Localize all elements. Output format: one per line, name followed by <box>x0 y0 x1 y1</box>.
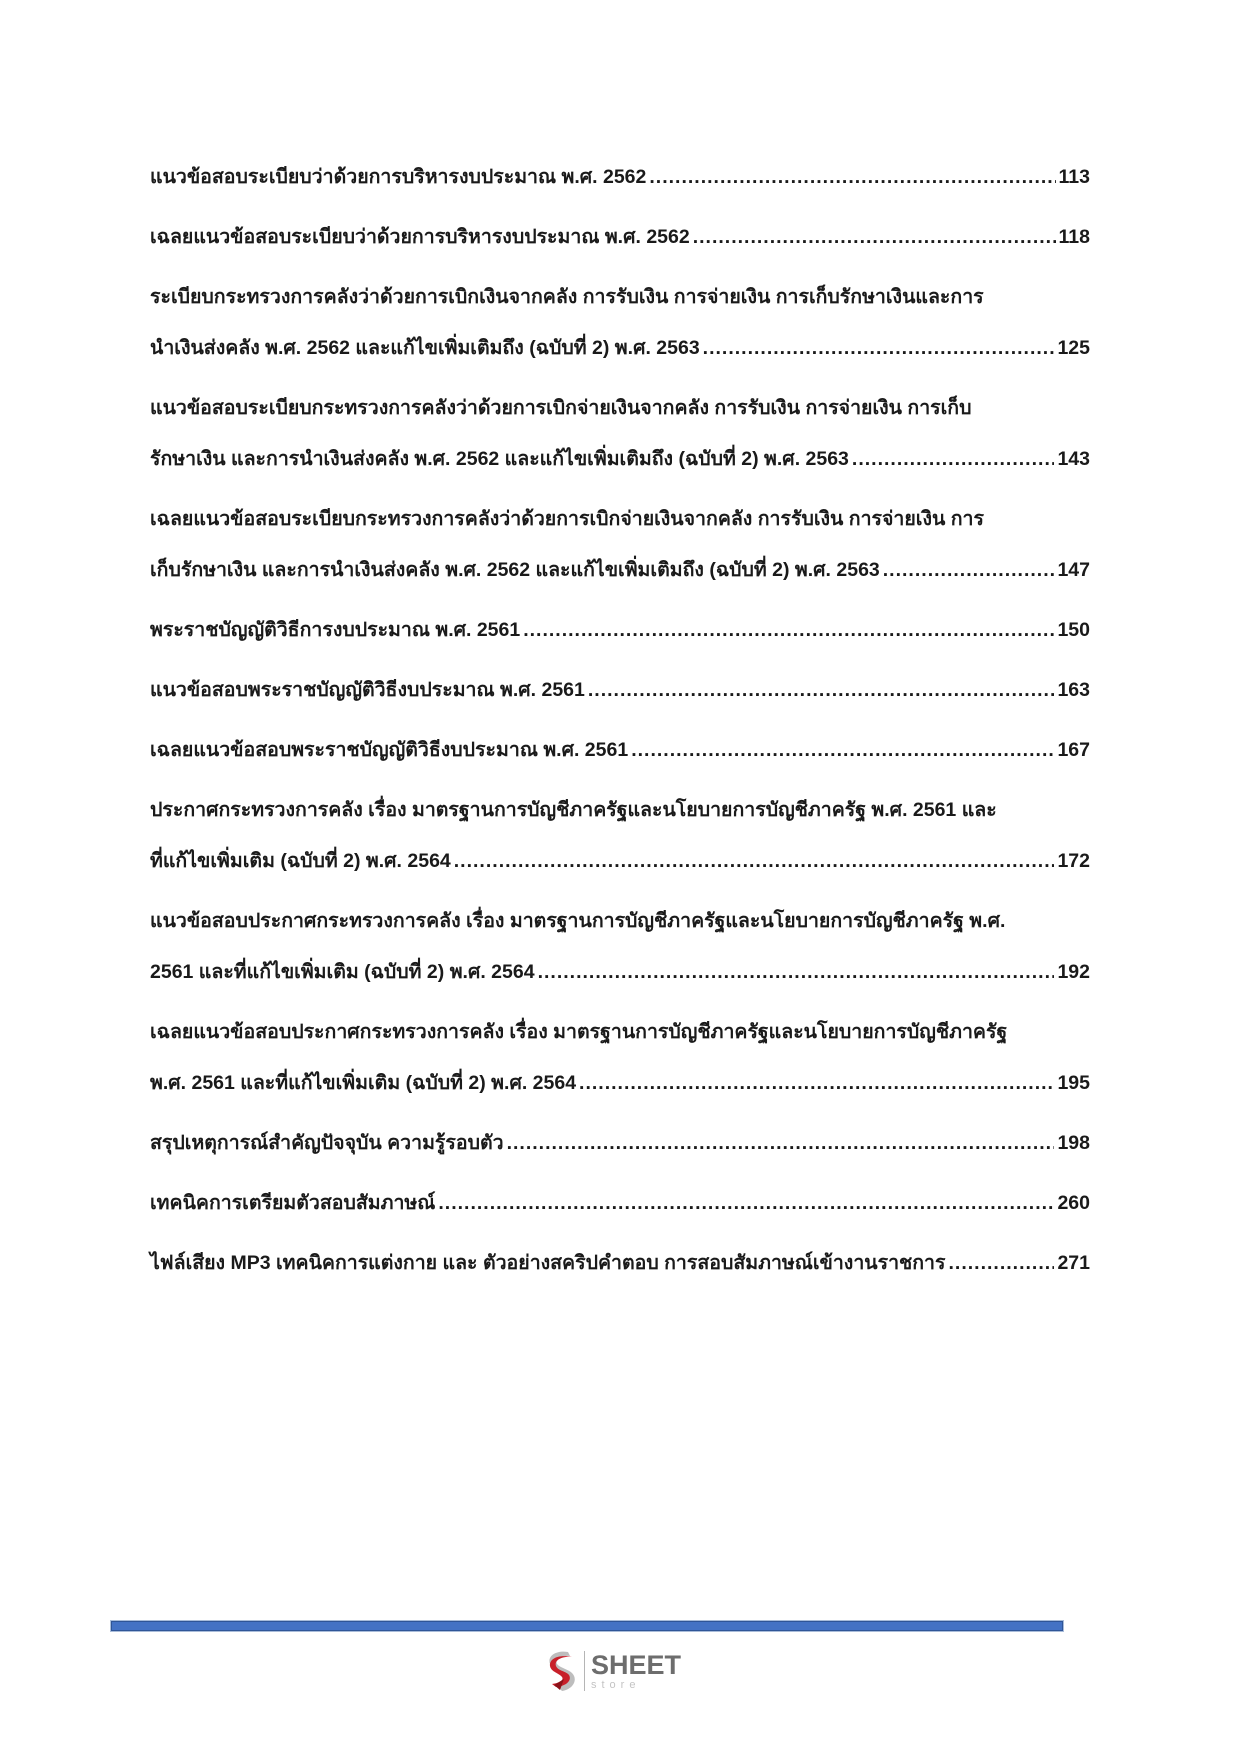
dot-leader <box>883 545 1055 596</box>
toc-entry-title: แนวข้อสอบพระราชบัญญัติวิธีงบประมาณ พ.ศ. 2561 <box>150 679 585 701</box>
toc-entry-title: นำเงินส่งคลัง พ.ศ. 2562 และแก้ไขเพิ่มเติมถึง (ฉบับที่ 2) พ.ศ. 2563 <box>150 337 700 359</box>
toc-entry-title: พ.ศ. 2561 และที่แก้ไขเพิ่มเติม (ฉบับที่ 2) พ.ศ. 2564 <box>150 1072 577 1094</box>
toc-entry-title: พระราชบัญญัติวิธีการงบประมาณ พ.ศ. 2561 <box>150 619 521 641</box>
toc-entry-line <box>150 725 1090 776</box>
toc-page-number: 260 <box>1057 1192 1090 1214</box>
toc-entry-title: ไฟล์เสียง MP3 เทคนิคการแต่งกาย และ ตัวอย่างสคริปคำตอบ การสอบสัมภาษณ์เข้างานราชการ <box>150 1252 946 1274</box>
toc-entry-line <box>150 152 1090 203</box>
dot-leader <box>454 836 1055 887</box>
toc-entry-line <box>150 545 1090 596</box>
toc-entry[interactable] <box>150 272 1090 374</box>
dot-leader <box>438 1178 1054 1229</box>
toc-page-number: 271 <box>1057 1252 1090 1274</box>
dot-leader <box>631 725 1054 776</box>
toc-entry[interactable] <box>150 1178 1090 1229</box>
toc-page-number: 125 <box>1057 337 1090 359</box>
toc-page-number: 143 <box>1057 448 1090 470</box>
toc-page-number: 163 <box>1057 679 1090 701</box>
logo-title: SHEET <box>591 1649 682 1680</box>
toc-entry-line <box>150 1058 1090 1109</box>
toc-entry[interactable] <box>150 725 1090 776</box>
logo-text <box>591 1649 682 1691</box>
toc-entry-line <box>150 1118 1090 1169</box>
toc-entry-line <box>150 665 1090 716</box>
toc-entry-title: สรุปเหตุการณ์สำคัญปัจจุบัน ความรู้รอบตัว <box>150 1132 504 1154</box>
table-of-contents <box>150 152 1090 1298</box>
toc-entry[interactable] <box>150 212 1090 263</box>
toc-page-number: 198 <box>1057 1132 1090 1154</box>
dot-leader <box>507 1118 1055 1169</box>
toc-entry-title: รักษาเงิน และการนำเงินส่งคลัง พ.ศ. 2562 และแก้ไขเพิ่มเติมถึง (ฉบับที่ 2) พ.ศ. 2563 <box>150 448 849 470</box>
toc-entry-line <box>150 947 1090 998</box>
toc-entry[interactable] <box>150 896 1090 998</box>
toc-entry-line <box>150 605 1090 656</box>
dot-leader <box>579 1058 1054 1109</box>
toc-entry[interactable] <box>150 152 1090 203</box>
toc-entry[interactable] <box>150 1007 1090 1109</box>
toc-page-number: 118 <box>1058 226 1090 248</box>
toc-entry[interactable] <box>150 1118 1090 1169</box>
toc-entry[interactable] <box>150 1238 1090 1289</box>
toc-page-number: 147 <box>1057 559 1090 581</box>
toc-entry-line <box>150 434 1090 485</box>
toc-entry-title-line: เฉลยแนวข้อสอบประกาศกระทรวงการคลัง เรื่อง มาตรฐานการบัญชีภาครัฐและนโยบายการบัญชีภาครัฐ <box>150 1021 1008 1043</box>
toc-entry-title: เฉลยแนวข้อสอบพระราชบัญญัติวิธีงบประมาณ พ.ศ. 2561 <box>150 739 629 761</box>
toc-page-number: 113 <box>1058 166 1090 188</box>
dot-leader <box>649 152 1055 203</box>
toc-entry-title-line: แนวข้อสอบระเบียบกระทรวงการคลังว่าด้วยการเบิกจ่ายเงินจากคลัง การรับเงิน การจ่ายเงิน การเก็บ <box>150 397 972 419</box>
toc-entry-title: เก็บรักษาเงิน และการนำเงินส่งคลัง พ.ศ. 2562 และแก้ไขเพิ่มเติมถึง (ฉบับที่ 2) พ.ศ. 2563 <box>150 559 880 581</box>
logo-subtitle: store <box>591 1678 641 1691</box>
toc-entry[interactable] <box>150 785 1090 887</box>
toc-page-number: 167 <box>1057 739 1090 761</box>
dot-leader <box>588 665 1055 716</box>
toc-entry-line <box>150 836 1090 887</box>
dot-leader <box>538 947 1055 998</box>
dot-leader <box>852 434 1055 485</box>
toc-entry-line <box>150 212 1090 263</box>
toc-entry-title-line: แนวข้อสอบประกาศกระทรวงการคลัง เรื่อง มาตรฐานการบัญชีภาครัฐและนโยบายการบัญชีภาครัฐ พ.ศ. <box>150 910 1006 932</box>
toc-entry-title: แนวข้อสอบระเบียบว่าด้วยการบริหารงบประมาณ พ.ศ. 2562 <box>150 166 647 188</box>
toc-entry-title: ที่แก้ไขเพิ่มเติม (ฉบับที่ 2) พ.ศ. 2564 <box>150 850 451 872</box>
toc-page-number: 172 <box>1057 850 1090 872</box>
toc-entry-title: เทคนิคการเตรียมตัวสอบสัมภาษณ์ <box>150 1192 436 1214</box>
toc-entry-title: เฉลยแนวข้อสอบระเบียบว่าด้วยการบริหารงบประมาณ พ.ศ. 2562 <box>150 226 690 248</box>
toc-entry-line <box>150 1178 1090 1229</box>
dot-leader <box>703 323 1055 374</box>
logo-divider <box>584 1651 585 1691</box>
dot-leader <box>948 1238 1054 1289</box>
sheet-store-logo <box>542 1648 681 1694</box>
toc-entry[interactable] <box>150 494 1090 596</box>
dot-leader <box>693 212 1056 263</box>
dot-leader <box>523 605 1054 656</box>
toc-entry-title-line: ระเบียบกระทรวงการคลังว่าด้วยการเบิกเงินจากคลัง การรับเงิน การจ่ายเงิน การเก็บรักษาเงินและการ <box>150 286 984 308</box>
toc-entry-title-line: ประกาศกระทรวงการคลัง เรื่อง มาตรฐานการบัญชีภาครัฐและนโยบายการบัญชีภาครัฐ พ.ศ. 2561 และ <box>150 799 997 821</box>
toc-page-number: 192 <box>1057 961 1090 983</box>
toc-entry[interactable] <box>150 605 1090 656</box>
toc-page-number: 195 <box>1057 1072 1090 1094</box>
toc-entry[interactable] <box>150 665 1090 716</box>
footer-divider-bar <box>111 1621 1063 1631</box>
toc-entry-title-line: เฉลยแนวข้อสอบระเบียบกระทรวงการคลังว่าด้วยการเบิกจ่ายเงินจากคลัง การรับเงิน การจ่ายเงิน การ <box>150 508 984 530</box>
toc-page-number: 150 <box>1057 619 1090 641</box>
toc-entry-line <box>150 323 1090 374</box>
toc-entry[interactable] <box>150 383 1090 485</box>
toc-entry-title: 2561 และที่แก้ไขเพิ่มเติม (ฉบับที่ 2) พ.ศ. 2564 <box>150 961 535 983</box>
sheet-store-s-logo-icon <box>542 1649 580 1693</box>
toc-entry-line <box>150 1238 1090 1289</box>
